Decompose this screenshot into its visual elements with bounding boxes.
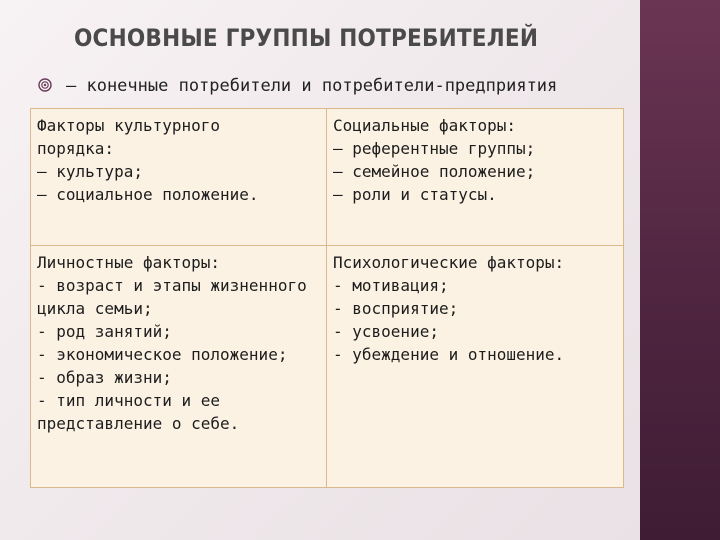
decorative-sidebar [640, 0, 720, 540]
factors-table [30, 108, 624, 488]
slide-title: ОСНОВНЫЕ ГРУППЫ ПОТРЕБИТЕЛЕЙ [74, 24, 539, 52]
target-bullet-icon [38, 77, 52, 91]
table-cell-psychological-factors: Психологические факторы: - мотивация; - восприятие; - усвоение; - убеждение и отношение. [333, 253, 565, 364]
table-cell-cultural-factors: Факторы культурного порядка: – культура; – социальное положение. [31, 109, 327, 246]
bullet-text: – конечные потребители и потребители-предприятия [66, 76, 558, 96]
table-cell-social-factors: Социальные факторы: – референтные группы; – семейное положение; – роли и статусы. [327, 109, 623, 246]
table-cell-personal-factors: Личностные факторы: - возраст и этапы жизненного цикла семьи; - род занятий; - экономическое положение; - образ жизни; - тип личности и ее представление о себе. [31, 246, 327, 487]
bullet-item [38, 76, 628, 96]
